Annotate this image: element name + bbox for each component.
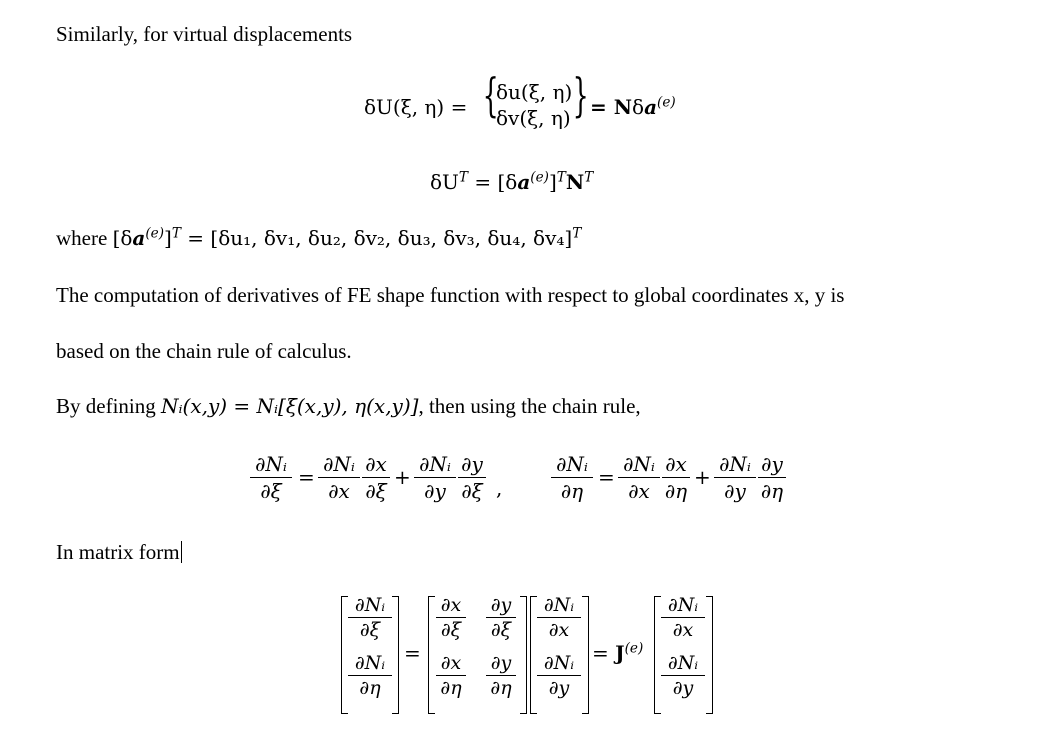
cell-dNi-deta: ∂Nᵢ ∂η bbox=[348, 652, 392, 699]
eq1-vector-top: δu(ξ, η) bbox=[496, 80, 573, 104]
frac-dy-dxi: ∂y ∂ξ bbox=[458, 452, 486, 503]
equation-1-lhs bbox=[364, 95, 467, 119]
paragraph-matrix-form[interactable]: In matrix form bbox=[56, 540, 180, 564]
paragraph-chain-rule: based on the chain rule of calculus. bbox=[56, 339, 352, 363]
paragraph-defining: By defining Nᵢ(x,y) = Nᵢ[ξ(x,y), η(x,y)], then using the chain rule, bbox=[56, 394, 641, 418]
cell-dNi-dy: ∂Nᵢ ∂y bbox=[537, 652, 581, 699]
eq1-lhs-text: δU(ξ, η) = bbox=[364, 95, 468, 119]
right-brace: } bbox=[572, 68, 589, 122]
frac-dx-dxi: ∂x ∂ξ bbox=[362, 452, 390, 503]
frac-dNi-deta: ∂Nᵢ ∂η bbox=[551, 452, 593, 503]
jacobian-symbol: = $J^{(e)}$ bbox=[592, 640, 644, 665]
cell-dx-dxi: ∂x ∂ξ bbox=[436, 594, 466, 641]
cell-dx-deta: ∂x ∂η bbox=[436, 652, 466, 699]
matrix-bracket bbox=[530, 596, 537, 714]
left-brace: { bbox=[482, 68, 499, 122]
matrix-bracket bbox=[428, 596, 435, 714]
cell-dy-dxi: ∂y ∂ξ bbox=[486, 594, 516, 641]
paragraph-where: where $[\delta a^{(e)}]^T = [\delta u_1$, δv₁, δu₂, δv₂, δu₃, δv₃, δu₄, δv₄]$^T$ bbox=[56, 225, 582, 250]
equation-1-rhs: = Nδa$^{(e)}$ bbox=[590, 94, 676, 119]
paragraph-computation: The computation of derivatives of FE shape function with respect to global coordinates x, y is bbox=[56, 283, 845, 307]
frac-dy-deta: ∂y ∂η bbox=[758, 452, 786, 503]
frac-dNi-dy: ∂Nᵢ ∂y bbox=[414, 452, 456, 503]
frac-dNi-dx: ∂Nᵢ ∂x bbox=[318, 452, 360, 503]
equation-2: $\delta U^T = [\delta a^{(e)}]^TN^T$ bbox=[430, 169, 594, 194]
text-cursor bbox=[181, 541, 182, 563]
matrix-bracket bbox=[520, 596, 527, 714]
cell-dy-deta: ∂y ∂η bbox=[486, 652, 516, 699]
matrix-bracket bbox=[654, 596, 661, 714]
cell-dNi-dx-2: ∂Nᵢ ∂x bbox=[661, 594, 705, 641]
eq1-vector-bottom: δv(ξ, η) bbox=[496, 106, 571, 130]
frac-dNi-dx-2: ∂Nᵢ ∂x bbox=[618, 452, 660, 503]
paragraph-virtual-displacements: Similarly, for virtual displacements bbox=[56, 22, 353, 46]
matrix-bracket bbox=[706, 596, 713, 714]
cell-dNi-dxi: ∂Nᵢ ∂ξ bbox=[348, 594, 392, 641]
cell-dNi-dx: ∂Nᵢ ∂x bbox=[537, 594, 581, 641]
define-equation: Nᵢ(x,y) = Nᵢ[ξ(x,y), η(x,y)] bbox=[161, 394, 419, 418]
frac-dNi-dy-2: ∂Nᵢ ∂y bbox=[714, 452, 756, 503]
frac-dx-deta: ∂x ∂η bbox=[662, 452, 690, 503]
cell-dNi-dy-2: ∂Nᵢ ∂y bbox=[661, 652, 705, 699]
matrix-bracket bbox=[392, 596, 399, 714]
frac-dNi-dxi: ∂Nᵢ ∂ξ bbox=[250, 452, 292, 503]
matrix-bracket bbox=[341, 596, 348, 714]
matrix-bracket bbox=[582, 596, 589, 714]
